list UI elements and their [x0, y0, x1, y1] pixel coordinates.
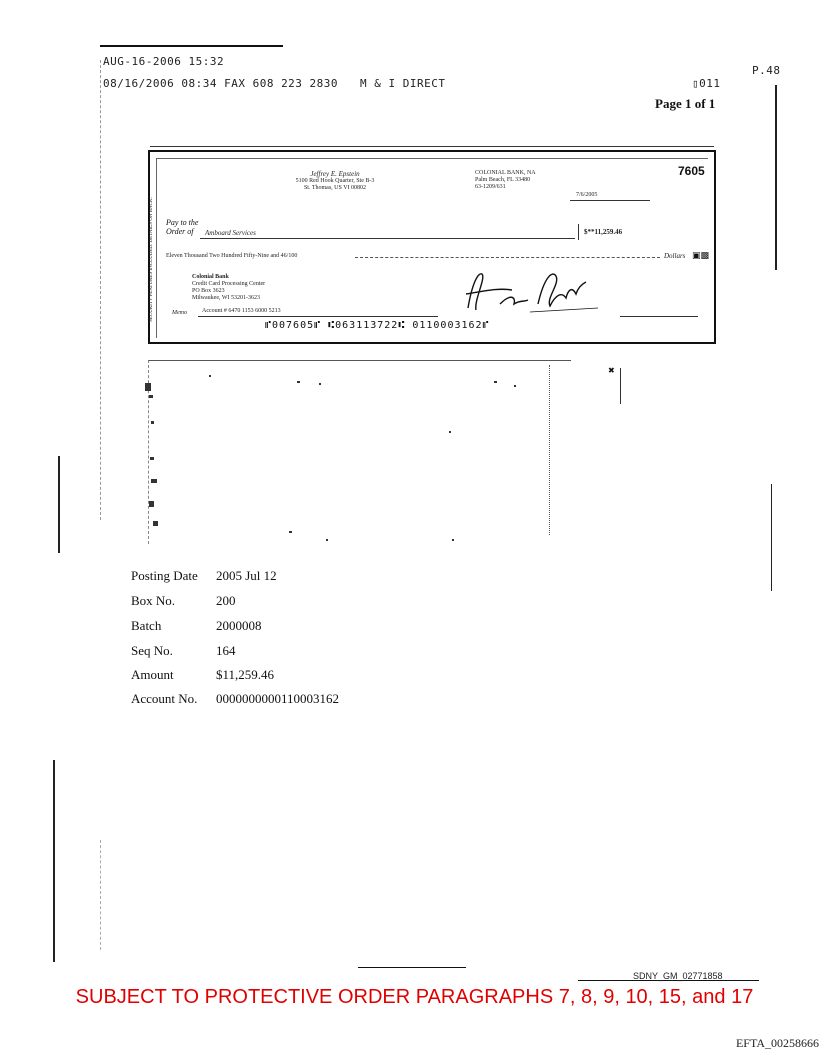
fax-header-line: 08/16/2006 08:34 FAX 608 223 2830: [103, 77, 339, 90]
batch-value: 2000008: [216, 618, 262, 633]
account-no-value: 0000000000110003162: [216, 691, 340, 706]
amount-value: $11,259.46: [216, 667, 275, 682]
scan-line-right-mid: [771, 484, 772, 591]
speck: [297, 381, 300, 383]
speck: [449, 431, 451, 433]
speck: [153, 521, 158, 526]
memo-label: Memo: [172, 310, 187, 316]
fax-header-date: AUG-16-2006 15:32: [103, 55, 225, 68]
signature: [460, 264, 600, 316]
payee-name: Amboard Services: [205, 229, 256, 237]
amount-box-left: [578, 224, 579, 240]
date-line: [570, 200, 650, 201]
speck: [149, 501, 154, 507]
scan-edge-bottom: [100, 840, 101, 950]
scan-line-right-top: [775, 85, 777, 270]
header-rule: [100, 45, 283, 47]
scan-line-left-mid: [58, 456, 60, 553]
bank-top-line2: Palm Beach, FL 33480: [475, 177, 531, 183]
amount-label: Amount: [131, 667, 174, 682]
account-holder-addr2: St. Thomas, US VI 00802: [303, 185, 367, 191]
check-top-rule: [150, 146, 714, 147]
back-edge-line: [620, 368, 621, 404]
seq-no-label: Seq No.: [131, 643, 173, 658]
bates-number-small: SDNY_GM_02771858: [633, 971, 723, 981]
speck: [319, 383, 321, 385]
lock-icon: ▣▩: [692, 251, 710, 261]
signature-line: [620, 316, 698, 317]
footer-rule-center: [358, 967, 466, 968]
fax-header-page-count: ▯011: [692, 77, 721, 90]
pay-to-label-1: Pay to the: [166, 218, 199, 227]
bank-addr3: Milwaukee, WI 53201-3623: [192, 295, 261, 301]
amount-words-line: [355, 257, 660, 258]
payee-line: [200, 238, 575, 239]
bank-addr1: Credit Card Processing Center: [192, 281, 266, 287]
bank-top: [475, 170, 536, 191]
micr-line: ⑈007605⑈ ⑆063113722⑆ 0110003162⑈: [265, 320, 490, 331]
check-number: 7605: [678, 164, 705, 178]
pay-to-label: [166, 218, 198, 236]
batch-label: Batch: [131, 618, 162, 633]
speck: [151, 479, 157, 483]
check-amount: $**11,259.46: [584, 228, 623, 236]
account-holder-name: Jeffrey E. Epstein: [310, 170, 360, 178]
fax-icon: ▯: [692, 77, 700, 90]
back-side-text: [549, 365, 556, 535]
speck: [514, 385, 516, 387]
dollars-label: Dollars: [664, 252, 686, 260]
speck: [326, 539, 328, 541]
fax-page-number: P.48: [752, 64, 781, 77]
account-no-label: Account No.: [131, 691, 198, 706]
bank-top-line3: 63-1209/631: [475, 184, 506, 190]
drawee-bank: [192, 274, 265, 302]
box-no-value: 200: [216, 593, 236, 608]
fax-header-sender: M & I DIRECT: [360, 77, 446, 90]
box-no-label: Box No.: [131, 593, 176, 608]
protective-order-notice: SUBJECT TO PROTECTIVE ORDER PARAGRAPHS 7, 8, 9, 10, 15, and 17: [75, 986, 754, 1008]
speck: [150, 457, 154, 460]
memo-line: [198, 316, 438, 317]
seq-no-value: 164: [216, 643, 236, 658]
close-mark-icon: ✖: [608, 366, 615, 375]
check-back: [148, 360, 571, 544]
security-side-text: SECURITY FEATURES INCLUDED. DETAILS ON BACK.: [149, 197, 154, 322]
speck: [151, 421, 154, 424]
page-of-label: Page 1 of 1: [655, 96, 716, 111]
bank-top-line1: COLONIAL BANK, NA: [475, 170, 536, 176]
speck: [145, 383, 151, 391]
account-holder-addr1: 5100 Red Hook Quarter, Ste B-3: [295, 178, 375, 184]
speck: [289, 531, 292, 533]
posting-date-label: Posting Date: [131, 568, 198, 583]
check-date: 7/6/2005: [576, 192, 598, 198]
speck: [149, 395, 153, 398]
speck: [494, 381, 497, 383]
amount-words: Eleven Thousand Two Hundred Fifty-Nine and 46/100: [166, 253, 298, 259]
speck: [209, 375, 211, 377]
bank-addr2: PO Box 3623: [192, 288, 225, 294]
bank-name: Colonial Bank: [192, 274, 229, 280]
posting-date-value: 2005 Jul 12: [216, 568, 277, 583]
memo-value: Account # 6470 1153 6000 5213: [202, 308, 281, 314]
scan-edge: [100, 60, 101, 520]
pay-to-label-2: Order of: [166, 227, 194, 236]
check-image: [148, 150, 716, 344]
speck: [452, 539, 454, 541]
bates-number-efta: EFTA_00258666: [735, 1036, 819, 1050]
scan-line-left-bottom: [53, 760, 55, 962]
account-holder: [295, 170, 375, 192]
